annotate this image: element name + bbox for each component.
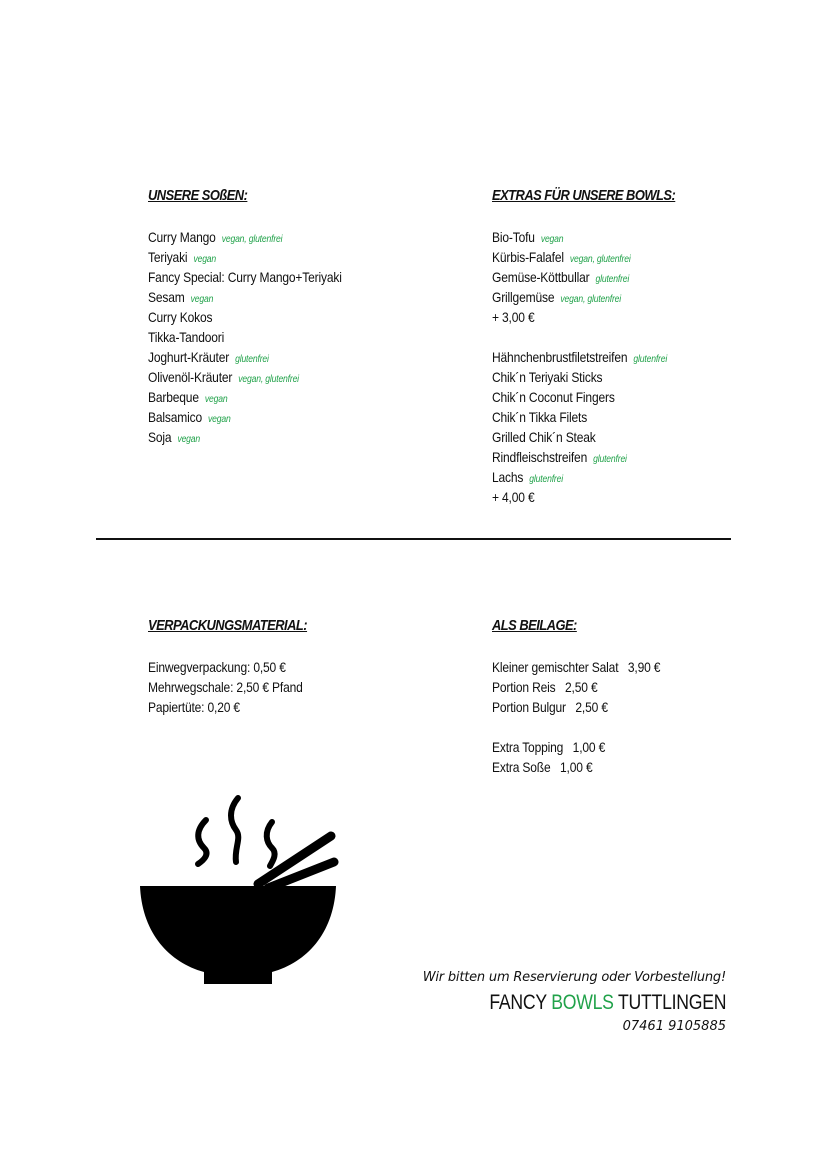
list-item: Kleiner gemischter Salat 3,90 € xyxy=(492,659,661,675)
sides-heading: ALS BEILAGE: xyxy=(492,617,577,634)
list-item xyxy=(148,227,342,247)
extras-price1: + 3,00 € xyxy=(492,309,535,325)
list-item: Papiertüte: 0,20 € xyxy=(148,699,240,715)
diet-tag: vegan xyxy=(177,434,201,445)
list-item xyxy=(492,387,675,407)
sauces-list xyxy=(148,227,373,447)
item-name: Olivenöl-Kräuter xyxy=(148,369,233,385)
diet-tag: vegan, glutenfrei xyxy=(569,254,631,265)
list-item xyxy=(492,447,675,467)
list-item xyxy=(492,407,675,427)
brand-part1: FANCY xyxy=(489,991,551,1014)
sides-section xyxy=(492,617,688,777)
item-name: Hähnchenbrustfiletstreifen xyxy=(492,349,628,365)
item-name: Lachs xyxy=(492,469,524,485)
list-item xyxy=(492,427,675,447)
diet-tag: vegan xyxy=(208,414,231,425)
item-name: Bio-Tofu xyxy=(492,229,535,245)
list-item: Extra Topping 1,00 € xyxy=(492,739,606,755)
item-name: Grillgemüse xyxy=(492,289,555,305)
diet-tag: vegan xyxy=(193,254,217,265)
item-name: Gemüse-Köttbullar xyxy=(492,269,590,285)
diet-tag: vegan xyxy=(190,294,214,305)
list-item xyxy=(148,387,342,407)
list-item: Portion Reis 2,50 € xyxy=(492,679,598,695)
diet-tag: glutenfrei xyxy=(529,474,563,485)
extras-heading: EXTRAS FÜR UNSERE BOWLS: xyxy=(492,187,676,204)
brand-name xyxy=(471,991,726,1015)
footer xyxy=(423,970,726,1034)
list-item xyxy=(148,267,342,287)
item-name: Chik´n Tikka Filets xyxy=(492,409,588,425)
list-item xyxy=(148,407,342,427)
reservation-note: Wir bitten um Reservierung oder Vorbestellung! xyxy=(422,970,726,985)
list-item: Portion Bulgur 2,50 € xyxy=(492,699,608,715)
list-item xyxy=(492,347,675,367)
diet-tag: glutenfrei xyxy=(593,454,627,465)
packaging-list xyxy=(148,657,333,717)
list-item: Mehrwegschale: 2,50 € Pfand xyxy=(148,679,303,695)
list-item xyxy=(148,347,342,367)
steaming-bowl-icon xyxy=(138,792,340,988)
extras-price2: + 4,00 € xyxy=(492,489,535,505)
diet-tag: vegan, glutenfrei xyxy=(560,294,622,305)
item-name: Balsamico xyxy=(148,409,202,425)
item-name: Barbeque xyxy=(148,389,199,405)
list-item: Einwegverpackung: 0,50 € xyxy=(148,659,286,675)
diet-tag: vegan xyxy=(540,234,564,245)
item-name: Chik´n Teriyaki Sticks xyxy=(492,369,603,385)
list-item xyxy=(492,247,675,267)
diet-tag: vegan xyxy=(204,394,228,405)
diet-tag: glutenfrei xyxy=(633,354,668,365)
list-item xyxy=(148,247,342,267)
phone-number: 07461 9105885 xyxy=(622,1019,726,1034)
sides-list-group1 xyxy=(492,657,688,717)
list-item xyxy=(148,327,342,347)
list-item: Extra Soße 1,00 € xyxy=(492,759,593,775)
brand-part3: TUTTLINGEN xyxy=(613,991,726,1014)
diet-tag: vegan, glutenfrei xyxy=(221,234,283,245)
item-name: Chik´n Coconut Fingers xyxy=(492,389,615,405)
item-name: Joghurt-Kräuter xyxy=(148,349,230,365)
item-name: Tikka-Tandoori xyxy=(148,329,225,345)
sauces-heading: UNSERE SOßEN: xyxy=(148,187,248,204)
item-name: Fancy Special: Curry Mango+Teriyaki xyxy=(148,269,342,285)
packaging-section xyxy=(148,617,333,717)
list-item xyxy=(492,227,675,247)
item-name: Grilled Chik´n Steak xyxy=(492,429,596,445)
sauces-section xyxy=(148,187,373,447)
item-name: Curry Mango xyxy=(148,229,216,245)
item-name: Rindfleischstreifen xyxy=(492,449,588,465)
item-name: Teriyaki xyxy=(148,249,188,265)
list-item xyxy=(148,287,342,307)
item-name: Kürbis-Falafel xyxy=(492,249,564,265)
list-item xyxy=(492,367,675,387)
extras-section xyxy=(492,187,705,507)
list-item xyxy=(492,287,675,307)
brand-part2: BOWLS xyxy=(550,991,614,1014)
divider-line xyxy=(96,538,731,540)
list-item xyxy=(148,307,342,327)
diet-tag: vegan, glutenfrei xyxy=(238,374,299,385)
item-name: Sesam xyxy=(148,289,185,305)
list-item xyxy=(492,467,675,487)
list-item xyxy=(148,427,342,447)
item-name: Soja xyxy=(148,429,172,445)
packaging-heading: VERPACKUNGSMATERIAL: xyxy=(148,617,308,634)
extras-list-group1 xyxy=(492,227,705,307)
list-item xyxy=(492,267,675,287)
item-name: Curry Kokos xyxy=(148,309,213,325)
diet-tag: glutenfrei xyxy=(235,354,269,365)
list-item xyxy=(148,367,342,387)
sides-list-group2 xyxy=(492,737,688,777)
extras-list-group2 xyxy=(492,347,705,487)
diet-tag: glutenfrei xyxy=(595,274,630,285)
